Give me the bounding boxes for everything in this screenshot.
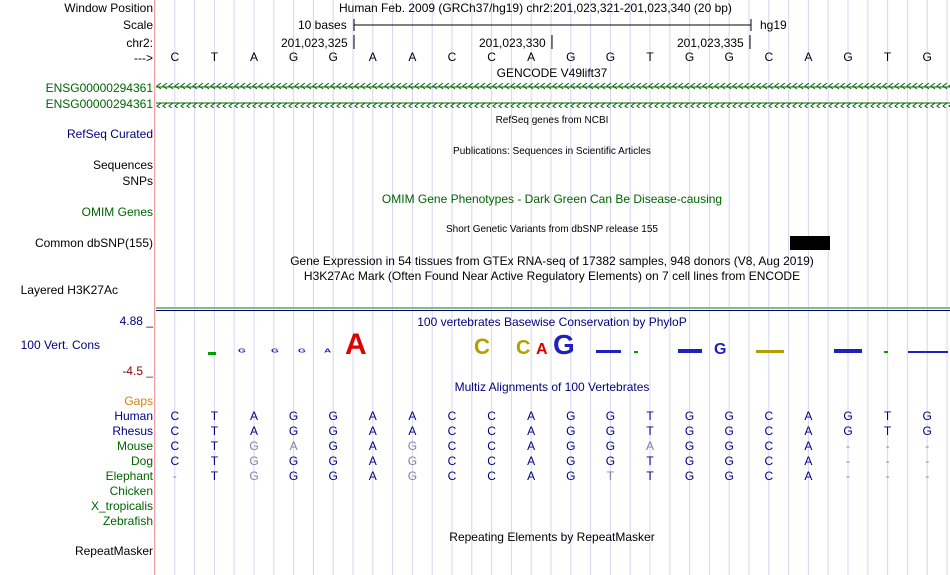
alignment-base-elephant: A [804,469,813,483]
gencode-gene-label-2[interactable]: ENSG00000294361 [45,97,153,111]
alignment-base-dog: G [684,454,695,468]
species-label-xtropicalis: X_tropicalis [90,499,153,513]
alignment-base-mouse: - [846,439,850,453]
refseq-track-title: RefSeq genes from NCBI [495,115,609,126]
alignment-base-dog: C [764,454,774,468]
cons-min-label: -4.5 _ [122,364,153,378]
reference-base: A [804,50,813,64]
alignment-base-human: A [368,409,377,423]
reference-base: G [724,50,734,64]
species-label-chicken: Chicken [109,484,153,498]
alignment-base-human: G [922,409,932,423]
alignment-base-rhesus: A [527,424,536,438]
reference-base: C [170,50,180,64]
svg-text:G: G [714,341,727,358]
alignment-base-elephant: - [885,469,890,483]
scale-text: 10 bases [298,18,347,32]
alignment-base-mouse: A [645,439,654,453]
alignment-base-mouse: G [724,439,734,453]
alignment-base-dog: - [846,454,850,468]
alignment-base-rhesus: A [804,424,813,438]
alignment-base-elephant: G [249,469,259,483]
alignment-base-human: G [566,409,576,423]
reference-base: A [408,50,417,64]
alignment-base-mouse: A [289,439,298,453]
reference-base: T [646,50,654,64]
cons-track-label[interactable]: 100 Vert. Cons [20,338,100,352]
alignment-base-dog: G [566,454,576,468]
scale-label: Scale [122,18,153,32]
pubs-track-title: Publications: Sequences in Scientific Articles [453,146,651,157]
reference-base: C [447,50,457,64]
alignment-base-human: T [646,409,654,423]
alignment-base-mouse: G [407,439,418,453]
svg-text:C: C [474,334,490,358]
omim-track-title: OMIM Gene Phenotypes - Dark Green Can Be Disease-causing [381,192,723,206]
reference-base: G [288,50,299,64]
gencode-gene-label-1[interactable]: ENSG00000294361 [45,81,153,95]
alignment-base-dog: T [646,454,654,468]
alignment-base-human: G [288,409,299,423]
alignment-base-elephant: A [527,469,536,483]
alignment-base-mouse: G [249,439,259,453]
svg-text:C: C [516,337,531,358]
alignment-base-human: G [843,409,853,423]
alignment-base-dog: A [368,454,377,468]
chr-label: chr2: [126,36,153,50]
alignment-base-human: C [487,409,496,423]
alignment-base-elephant: C [447,469,457,483]
alignment-base-dog: C [447,454,457,468]
alignment-base-human: A [249,409,258,423]
alignment-base-elephant: G [684,469,695,483]
alignment-base-elephant: C [764,469,774,483]
h3k27ac-track-label[interactable]: Layered H3K27Ac [20,283,118,297]
species-label-dog: Dog [130,454,153,468]
alignment-base-human: C [764,409,774,423]
alignment-base-rhesus: A [249,424,258,438]
alignment-base-rhesus: T [646,424,654,438]
alignment-base-elephant: - [172,469,177,483]
alignment-base-dog: - [885,454,890,468]
dbsnp-track-label[interactable]: Common dbSNP(155) [34,236,153,250]
alignment-base-rhesus: C [170,424,180,438]
h3k27ac-signal-band [156,307,950,309]
window-position-text: Human Feb. 2009 (GRCh37/hg19) chr2:201,023,321-201,023,340 (20 bp) [339,1,732,15]
reference-base: C [764,50,774,64]
alignment-base-mouse: G [605,439,616,453]
alignment-base-rhesus: G [566,424,576,438]
alignment-base-human: C [170,409,180,423]
species-label-rhesus: Rhesus [112,424,153,438]
alignment-base-elephant: T [210,469,219,483]
strand-arrow-label: ---> [134,51,153,65]
alignment-base-dog: T [210,454,219,468]
alignment-base-human: G [605,409,616,423]
alignment-base-dog: A [527,454,536,468]
alignment-base-rhesus: G [843,424,853,438]
svg-text:G: G [271,347,279,355]
reference-base: A [368,50,377,64]
alignment-base-rhesus: C [764,424,774,438]
alignment-base-dog: C [170,454,180,468]
alignment-base-elephant: T [646,469,654,483]
gencode-track-title: GENCODE V49lift37 [496,66,608,80]
alignment-base-human: G [724,409,734,423]
alignment-base-elephant: G [328,469,338,483]
sequences-track-label[interactable]: Sequences [92,158,153,172]
alignment-base-rhesus: T [883,424,892,438]
reference-base: T [883,50,892,64]
species-label-zebrafish: Zebrafish [102,514,153,528]
svg-text:G: G [553,329,575,358]
dbsnp-variant-feature[interactable] [790,236,830,250]
alignment-base-rhesus: C [487,424,496,438]
alignment-base-rhesus: G [724,424,734,438]
alignment-base-dog: C [487,454,496,468]
alignment-base-mouse: - [925,439,930,453]
alignment-base-dog: - [925,454,930,468]
alignment-base-mouse: A [804,439,813,453]
alignment-base-dog: G [724,454,734,468]
alignment-base-rhesus: A [408,424,417,438]
alignment-base-rhesus: C [447,424,457,438]
alignment-base-mouse: T [210,439,219,453]
h3k27ac-track-title: H3K27Ac Mark (Often Found Near Active Regulatory Elements) on 7 cell lines from ENCODE [303,269,801,283]
alignment-base-mouse: G [328,439,338,453]
reference-base: G [684,50,695,64]
svg-text:A: A [536,341,548,358]
reference-base: G [328,50,338,64]
alignment-base-rhesus: T [210,424,219,438]
reference-base: C [487,50,496,64]
alignment-base-mouse: G [566,439,576,453]
svg-text:A: A [345,328,367,358]
alignment-base-mouse: C [764,439,774,453]
alignment-base-rhesus: G [605,424,616,438]
alignment-base-human: C [447,409,457,423]
alignment-base-elephant: - [925,469,930,483]
svg-text:G: G [298,347,306,355]
svg-text:G: G [238,347,246,355]
species-label-elephant: Elephant [105,469,153,483]
repeatmasker-track-title: Repeating Elements by RepeatMasker [449,530,655,544]
repeatmasker-track-label[interactable]: RepeatMasker [74,544,153,558]
alignment-base-human: T [210,409,219,423]
svg-text:A: A [324,347,332,355]
label-separator [154,0,155,575]
species-label-human: Human [114,409,153,423]
alignment-base-elephant: G [724,469,734,483]
reference-base: A [249,50,258,64]
alignment-base-human: A [804,409,813,423]
reference-base: G [922,50,932,64]
reference-base: G [605,50,616,64]
alignment-base-mouse: C [170,439,180,453]
coord-ticks [150,35,950,51]
alignment-base-dog: A [804,454,813,468]
dbsnp-track-title: Short Genetic Variants from dbSNP release 155 [446,224,658,235]
alignment-base-rhesus: G [684,424,695,438]
alignment-base-elephant: G [566,469,576,483]
gencode-gene-models[interactable] [156,82,950,112]
omim-track-label[interactable]: OMIM Genes [81,205,153,219]
reference-base: G [843,50,853,64]
alignment-base-elephant: G [407,469,418,483]
reference-base: T [210,50,219,64]
alignment-base-mouse: G [684,439,695,453]
alignment-base-human: G [328,409,338,423]
alignment-base-dog: G [328,454,338,468]
alignment-base-elephant: C [487,469,496,483]
alignment-base-rhesus: G [328,424,338,438]
refseq-track-label[interactable]: RefSeq Curated [66,127,153,141]
assembly-label: hg19 [760,18,787,32]
alignment-base-mouse: - [885,439,890,453]
alignment-base-elephant: T [606,469,615,483]
alignment-base-rhesus: A [368,424,377,438]
alignment-base-dog: G [288,454,299,468]
cons-max-label: 4.88 _ [119,314,153,328]
coord-tick-label-2: 201,023,330 [479,36,546,50]
alignment-base-elephant: G [288,469,299,483]
alignment-base-rhesus: G [288,424,299,438]
alignment-base-mouse: C [447,439,457,453]
h3k27ac-baseline [156,310,950,311]
gaps-label: Gaps [124,394,153,408]
coord-tick-label-3: 201,023,335 [677,36,744,50]
alignment-base-rhesus: G [922,424,932,438]
alignment-base-dog: G [605,454,616,468]
phylop-conservation-plot[interactable] [156,328,950,358]
alignment-base-mouse: C [487,439,496,453]
scale-bar [352,17,754,33]
alignment-base-human: T [883,409,892,423]
alignment-base-human: G [684,409,695,423]
reference-base: A [527,50,536,64]
alignment-base-dog: G [407,454,418,468]
alignment-base-mouse: A [368,439,377,453]
alignment-base-elephant: - [846,469,850,483]
window-position-label: Window Position [64,1,153,15]
alignment-base-mouse: A [527,439,536,453]
alignment-base-human: A [527,409,536,423]
gtex-track-title: Gene Expression in 54 tissues from GTEx RNA-seq of 17382 samples, 948 donors (V8, Aug 2019) [290,254,814,268]
alignment-base-elephant: A [368,469,377,483]
alignment-base-human: A [408,409,417,423]
reference-base: G [566,50,576,64]
multiz-track-title: Multiz Alignments of 100 Vertebrates [454,380,650,394]
species-label-mouse: Mouse [116,439,153,453]
coord-tick-label-1: 201,023,325 [281,36,348,50]
phylop-track-title: 100 vertebrates Basewise Conservation by PhyloP [417,315,687,329]
alignment-base-dog: G [249,454,259,468]
snps-track-label[interactable]: SNPs [122,174,153,188]
